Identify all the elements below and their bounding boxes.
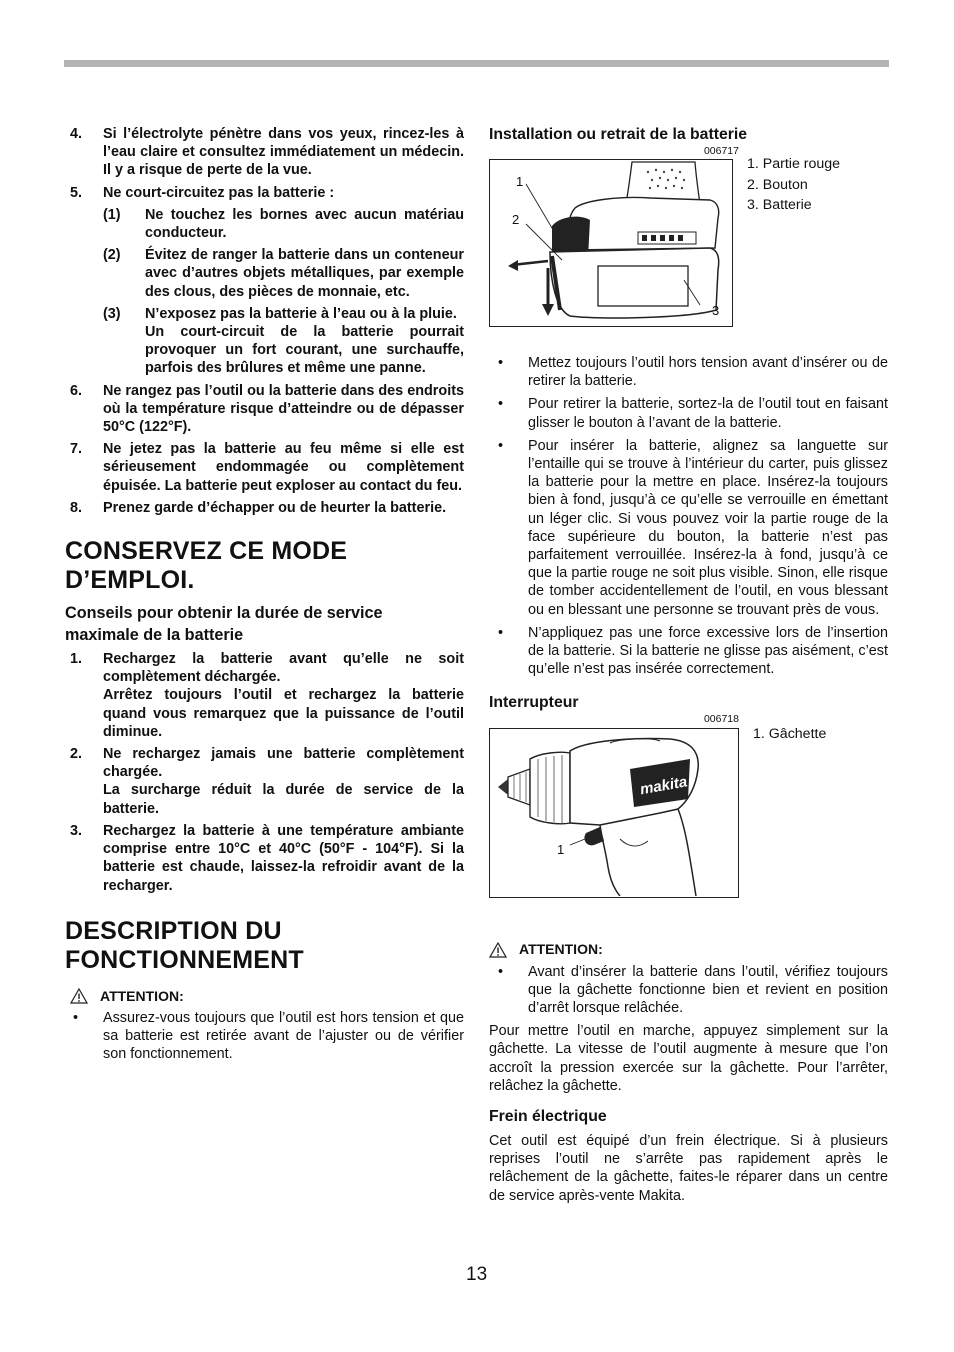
figure-legend: 1. Partie rouge 2. Bouton 3. Batterie — [747, 156, 841, 213]
warning-triangle-icon — [70, 988, 88, 1004]
attention-label: ATTENTION: — [489, 940, 888, 958]
list-item: 2. Ne rechargez jamais une batterie complètement chargée. La surcharge réduit la durée de service de la batterie. — [70, 746, 464, 817]
figure-battery-install — [489, 159, 733, 327]
bullet-dot: • — [498, 624, 504, 641]
figure-battery-row — [489, 157, 888, 327]
figure-trigger — [489, 728, 739, 898]
callout-label: 2 — [512, 212, 520, 227]
bullet-item: • Avant d’insérer la batterie dans l’outil, vérifiez toujours que la gâchette fonctionne bien et revient en position d’arrêt lorsque relâchée. — [489, 963, 888, 1018]
paragraph-switch: Pour mettre l’outil en marche, appuyez simplement sur la gâchette. La vitesse de l’outil augmente à mesure que l’on accroît la pression exercée sur la gâchette. Pour l’arrêter, relâchez la gâchette. — [489, 1023, 888, 1094]
subheading-frein: Frein électrique — [489, 1108, 607, 1126]
bullet-dot: • — [498, 355, 504, 371]
section-heading-description: DESCRIPTION DU FONCTIONNEMENT — [65, 916, 304, 974]
bullet-dot: • — [498, 437, 504, 454]
sub-item: (1) Ne touchez les bornes avec aucun matériau conducteur. — [103, 206, 464, 242]
bullet-dot: • — [498, 396, 504, 413]
svg-text:makita: makita — [638, 773, 689, 799]
section-heading-conservez: CONSERVEZ CE MODE D’EMPLOI. — [65, 537, 348, 595]
bullet-dot: • — [73, 1009, 79, 1026]
figure-legend: 1. Gâchette — [753, 726, 827, 743]
figure-code: 006717 — [703, 145, 739, 157]
attention-label: ATTENTION: — [70, 987, 464, 1005]
warning-triangle-icon — [489, 942, 507, 958]
list-item: 6. Ne rangez pas l’outil ou la batterie dans des endroits où la température risque d’atteindre ou de dépasser 50°C (122°F). — [70, 382, 464, 436]
bullet-dot: • — [498, 963, 504, 980]
subheading-installation: Installation ou retrait de la batterie — [489, 126, 748, 143]
battery-illustration — [490, 160, 731, 325]
figure-trigger-row — [489, 725, 888, 898]
bullet-item: • Pour insérer la batterie, alignez sa languette sur l’entaille qui se trouve à l’intérieur du carter, puis glissez la batterie pour la mettre en place. Insérez-la toujours bien à fond, jusqu’à ce qu’elle se verrouille en émettant un léger clic. Si vous pouvez voir la partie rouge de la face supérieure du bouton, la batterie n’est pas parfaitement verrouillée. Insérez-la à fond, jusqu’à ce que la partie rouge ne soit plus visible. Sinon, elle risque de tomber accidentellement de l’outil, en vous blessant ou en blessant une personne se trouvant près de vous. — [489, 437, 888, 619]
sub-item: (3) N’exposez pas la batterie à l’eau ou à la pluie. Un court-circuit de la batterie pourrait provoquer un fort courant, une surchauffe, parfois des brûlures et même une panne. — [103, 305, 464, 377]
bullet-item: • Assurez-vous toujours que l’outil est hors tension et que sa batterie est retirée avant de l’ajuster ou de vérifier son fonctionnement. — [64, 1009, 464, 1064]
callout-label: 3 — [712, 303, 720, 318]
callout-label: 1 — [557, 842, 565, 858]
list-item: 4. Si l’électrolyte pénètre dans vos yeux, rincez-les à l’eau claire et consultez immédiatement un médecin. Il y a risque de perte de la vue. — [70, 126, 464, 179]
bullet-item: • Pour retirer la batterie, sortez-la de l’outil tout en faisant glisser le bouton à l’avant de la batterie. — [489, 395, 888, 431]
list-item: 8. Prenez garde d’échapper ou de heurter la batterie. — [70, 499, 447, 516]
right-column — [489, 125, 888, 1205]
bullet-item: • N’appliquez pas une force excessive lors de l’insertion de la batterie. Si la batterie ne glisse pas aisément, c’est qu’elle n’est pas insérée correctement. — [489, 624, 888, 679]
list-item: 1. Rechargez la batterie avant qu’elle ne soit complètement déchargée. Arrêtez toujours l’outil et rechargez la batterie quand vous remarquez que la puissance de l’outil diminue. — [70, 651, 464, 740]
left-column — [65, 125, 464, 1069]
bullet-item: • Mettez toujours l’outil hors tension avant d’insérer ou de retirer la batterie. — [489, 354, 888, 390]
figure-code: 006718 — [703, 713, 739, 726]
header-rule — [64, 60, 889, 67]
callout-label: 1 — [516, 174, 524, 189]
subheading-interrupteur: Interrupteur — [489, 694, 579, 712]
sub-item: (2) Évitez de ranger la batterie dans un conteneur avec d’autres objets métalliques, par exemple des clous, des pièces de monnaie, etc. — [103, 247, 464, 300]
paragraph-brake: Cet outil est équipé d’un frein électrique. Si à plusieurs reprises l’outil ne s’arrête pas rapidement après le relâchement de la gâchette, faites-le réparer dans un centre de service après-vente Makita. — [489, 1133, 888, 1204]
list-item: 7. Ne jetez pas la batterie au feu même si elle est sérieusement endommagée ou complètement épuisée. La batterie peut exploser au contact du feu. — [70, 441, 464, 494]
page-number: 13 — [466, 1264, 488, 1285]
subheading-battery-life: Conseils pour obtenir la durée de service maximale de la batterie — [65, 604, 383, 645]
list-item: 5. Ne court-circuitez pas la batterie : — [70, 184, 335, 201]
list-item: 3. Rechargez la batterie à une température ambiante comprise entre 10°C et 40°C (50°F - 104°F). Si la batterie est chaude, laissez-la refroidir avant de la recharger. — [70, 822, 464, 894]
drill-illustration — [490, 729, 737, 896]
